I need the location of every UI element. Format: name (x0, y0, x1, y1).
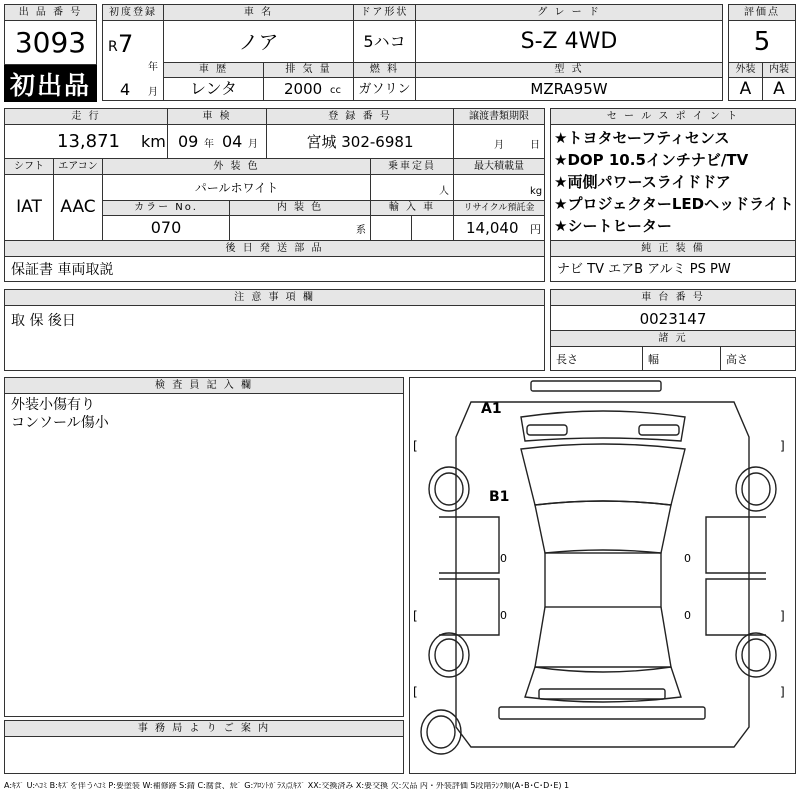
rear-step (499, 707, 705, 719)
exterior-grade-box (728, 77, 763, 101)
office-label: 事 務 局 よ り ご 案 内 (4, 720, 404, 737)
ac-box (53, 174, 103, 241)
inspection-box (167, 124, 267, 159)
color: パールホワイト (194, 181, 279, 195)
mileage-unit: km (141, 132, 166, 151)
color-no-label: カラー No. (102, 200, 230, 216)
score-label: 評価点 (728, 4, 796, 21)
lot-number-box (4, 20, 97, 65)
inspector-note: 外装小傷有り (11, 397, 95, 413)
shift-label: シフト (4, 158, 54, 175)
later-parts-box (4, 256, 545, 282)
exterior-grade-label: 外装 (728, 62, 763, 78)
color-no-box (102, 215, 230, 241)
front-bumper-marker (531, 381, 661, 391)
damage-mark-b1: B1 (489, 489, 510, 505)
door-label: ドア形状 (353, 4, 416, 21)
sales-point-item: ★シートヒーター (554, 217, 672, 235)
interior-grade: A (773, 79, 785, 99)
width-label: 幅 (648, 353, 659, 366)
score-box (728, 20, 796, 63)
car-name-box (163, 20, 354, 63)
notes-box (4, 305, 545, 371)
displacement-box (263, 77, 354, 101)
plate: 宮城 302-6981 (306, 133, 414, 151)
grade-box (415, 20, 723, 63)
mileage-box (4, 124, 168, 159)
inspection-month: 04 (222, 132, 243, 151)
history-label: 車 歴 (163, 62, 264, 78)
dimensions-label: 諸 元 (550, 330, 796, 347)
front-grille (521, 411, 685, 441)
panel-zero: 0 (684, 552, 691, 565)
displacement-label: 排 気 量 (263, 62, 354, 78)
history-box (163, 77, 264, 101)
height-box (720, 346, 796, 371)
inspection-year: 09 (178, 132, 199, 151)
body-outline (456, 402, 749, 747)
inspector-note: コンソール傷小 (11, 415, 109, 431)
reg-year-unit: 年 (148, 62, 158, 73)
interior-color-box (229, 215, 371, 241)
first-reg-label: 初度登録 (102, 4, 164, 21)
width-box (642, 346, 721, 371)
transfer-box (453, 124, 545, 159)
reg-month-unit: 月 (148, 87, 158, 98)
shift-box (4, 174, 54, 241)
right-rear-door (706, 579, 766, 635)
panel-zero: 0 (500, 609, 507, 622)
interior-grade-box (762, 77, 796, 101)
shift: IAT (16, 197, 42, 217)
sales-point-item: ★両側パワースライドドア (554, 173, 731, 191)
genuine-equipment: ナビ TV エアB アルミ PS PW (557, 262, 731, 277)
left-rear-door (439, 579, 499, 635)
load-unit: kg (530, 186, 543, 197)
car-name: ノア (238, 30, 279, 54)
roof (545, 553, 661, 607)
door-box (353, 20, 416, 63)
load-box (453, 174, 545, 201)
ac-label: エアコン (53, 158, 103, 175)
later-parts: 保証書 車両取説 (11, 262, 114, 278)
fuel: ガソリン (358, 82, 411, 97)
bracket-right: ] (780, 685, 785, 699)
genuine-label: 純 正 装 備 (550, 240, 796, 257)
model: MZRA95W (530, 80, 608, 98)
plate-label: 登 録 番 号 (266, 108, 454, 125)
fuel-box (353, 77, 416, 101)
sales-points-label: セ ー ル ス ポ イ ン ト (550, 108, 796, 125)
sales-point-item: ★トヨタセーフティセンス (554, 129, 730, 147)
bracket-right: ] (780, 439, 785, 453)
office-box (4, 736, 404, 774)
recycle-box (453, 215, 545, 241)
bracket-left: [ (413, 439, 418, 453)
grade-label: グ レ ー ド (415, 4, 723, 21)
chassis-number: 0023147 (639, 310, 707, 328)
import-label: 輸 入 車 (370, 200, 454, 216)
chassis-label: 車 台 番 号 (550, 289, 796, 306)
inspector-box (4, 393, 404, 717)
first-listing-badge: 初出品 (4, 65, 97, 102)
score: 5 (753, 27, 771, 57)
bracket-left: [ (413, 685, 418, 699)
import-box-2 (411, 215, 454, 241)
capacity-label: 乗車定員 (370, 158, 454, 175)
capacity-box (370, 174, 454, 201)
damage-mark-a1: A1 (481, 401, 502, 417)
fuel-label: 燃 料 (353, 62, 416, 78)
interior-grade-label: 内装 (762, 62, 796, 78)
interior-color-unit: 系 (356, 225, 366, 236)
rear-bumper-marker (539, 689, 665, 699)
notes-label: 注 意 事 項 欄 (4, 289, 545, 306)
lot-number-label: 出 品 番 号 (4, 4, 97, 21)
recycle: 14,040 (466, 219, 519, 237)
rear-glass (535, 607, 671, 667)
mileage: 13,871 (57, 131, 120, 152)
bracket-left: [ (413, 609, 418, 623)
left-front-door (439, 517, 499, 573)
inspection-label: 車 検 (167, 108, 267, 125)
inspector-label: 検 査 員 記 入 欄 (4, 377, 404, 394)
headlight-right (639, 425, 679, 435)
color-box (102, 174, 371, 201)
recycle-label: リサイクル預託金 (453, 200, 545, 216)
panel-zero: 0 (684, 609, 691, 622)
displacement-unit: cc (330, 85, 341, 96)
ac: AAC (60, 197, 96, 217)
later-parts-label: 後 日 発 送 部 品 (4, 240, 545, 257)
capacity-unit: 人 (439, 186, 449, 197)
era: R (108, 39, 118, 55)
displacement: 2000 (284, 80, 323, 98)
transfer-day-unit: 日 (530, 140, 540, 151)
inspection-month-unit: 月 (248, 139, 258, 150)
right-front-door (706, 517, 766, 573)
rear-gate (525, 667, 681, 702)
chassis-box (550, 305, 796, 331)
hood (521, 444, 685, 505)
windshield (535, 501, 671, 553)
mileage-label: 走 行 (4, 108, 168, 125)
interior-color-label: 内 装 色 (229, 200, 371, 216)
car-name-label: 車 名 (163, 4, 354, 21)
door-type: 5ハコ (363, 32, 406, 51)
load-label: 最大積載量 (453, 158, 545, 175)
sales-point-item: ★DOP 10.5インチナビ/TV (554, 151, 749, 169)
exterior-grade: A (739, 79, 752, 99)
genuine-box (550, 256, 796, 282)
legend: A:ｷｽﾞ U:ﾍｺﾐ B:ｷｽﾞを伴うﾍｺﾐ P:要塗装 W:補修跡 S:錆 C:腐食、ｶﾋﾞ G:ﾌﾛﾝﾄｶﾞﾗｽ点ｷｽﾞ XX:交換済み X:要交換 欠:欠品 内・外装評価 5段階ﾗﾝｸ順(A･B･C･D･E) 1 (4, 782, 570, 790)
length-box (550, 346, 643, 371)
car-diagram (409, 377, 796, 774)
inspection-year-unit: 年 (204, 139, 214, 150)
model-label: 型 式 (415, 62, 723, 78)
recycle-unit: 円 (530, 223, 541, 236)
notes: 取 保 後日 (11, 313, 76, 329)
plate-box (266, 124, 454, 159)
grade: S-Z 4WD (520, 29, 618, 54)
import-box-1 (370, 215, 412, 241)
reg-month: 4 (120, 80, 131, 99)
transfer-month-unit: 月 (494, 140, 504, 151)
sales-point-item: ★プロジェクターLEDヘッドライト (554, 195, 794, 213)
lot-number: 3093 (14, 26, 87, 59)
headlight-left (527, 425, 567, 435)
transfer-label: 譲渡書類期限 (453, 108, 545, 125)
color-no: 070 (150, 218, 182, 237)
reg-year: 7 (118, 30, 134, 58)
bracket-right: ] (780, 609, 785, 623)
panel-zero: 0 (500, 552, 507, 565)
model-box (415, 77, 723, 101)
history: レンタ (190, 79, 237, 98)
height-label: 高さ (726, 353, 748, 366)
color-label: 外 装 色 (102, 158, 371, 175)
length-label: 長さ (556, 353, 578, 366)
